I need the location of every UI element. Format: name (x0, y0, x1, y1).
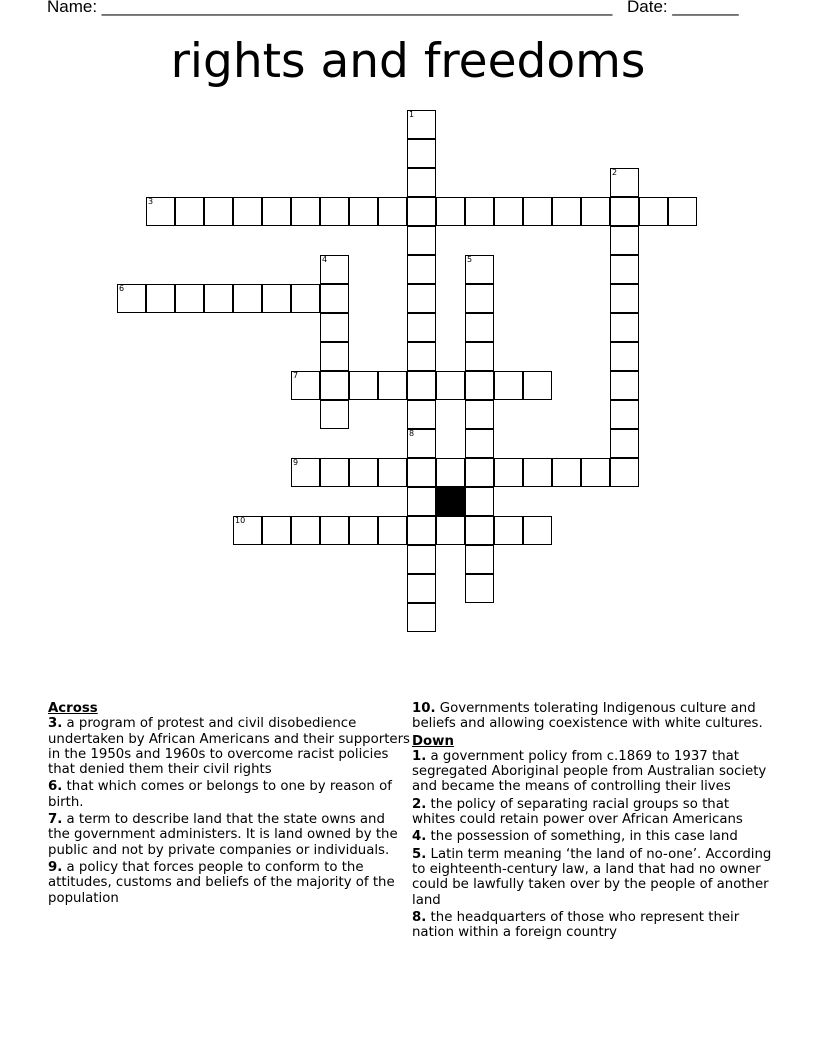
grid-cell[interactable] (436, 458, 465, 487)
grid-cell[interactable] (610, 400, 639, 429)
clue-down-2: 2. the policy of separating racial groups so that whites could retain power over African Americans (412, 796, 743, 828)
grid-number: 3 (148, 197, 154, 206)
grid-cell[interactable] (668, 197, 697, 226)
grid-cell[interactable] (233, 284, 262, 313)
grid-cell[interactable] (291, 284, 320, 313)
grid-cell[interactable] (320, 342, 349, 371)
grid-cell[interactable] (349, 458, 378, 487)
grid-cell[interactable] (465, 284, 494, 313)
grid-cell[interactable] (610, 197, 639, 226)
grid-cell[interactable] (523, 458, 552, 487)
grid-cell[interactable] (610, 226, 639, 255)
grid-cell[interactable] (175, 284, 204, 313)
grid-cell[interactable] (291, 458, 320, 487)
grid-cell[interactable] (610, 313, 639, 342)
grid-cell[interactable] (407, 487, 436, 516)
grid-cell[interactable] (146, 284, 175, 313)
grid-number: 1 (409, 110, 415, 119)
grid-cell[interactable] (262, 197, 291, 226)
grid-cell[interactable] (465, 516, 494, 545)
grid-cell[interactable] (349, 371, 378, 400)
grid-cell[interactable] (407, 226, 436, 255)
grid-number: 6 (119, 284, 125, 293)
grid-cell[interactable] (581, 458, 610, 487)
grid-cell[interactable] (407, 458, 436, 487)
grid-cell[interactable] (320, 284, 349, 313)
grid-cell[interactable] (320, 255, 349, 284)
grid-number: 8 (409, 429, 415, 438)
grid-cell[interactable] (146, 197, 175, 226)
grid-number: 9 (293, 458, 299, 467)
grid-cell[interactable] (610, 429, 639, 458)
clue-across-3: 3. a program of protest and civil disobedience undertaken by African Americans and their supporters in the 1950s and 1960s to overcome racist policies that denied them their civil rights (48, 716, 410, 778)
clue-down-1: 1. a government policy from c.1869 to 1937 that segregated Aboriginal people from Australian society and became the means of controlling their lives (412, 748, 767, 795)
grid-cell[interactable] (262, 516, 291, 545)
grid-cell[interactable] (349, 516, 378, 545)
grid-cell[interactable] (291, 371, 320, 400)
grid-cell[interactable] (436, 197, 465, 226)
grid-cell[interactable] (494, 197, 523, 226)
page-title: rights and freedoms (170, 34, 646, 89)
grid-cell[interactable] (407, 197, 436, 226)
grid-cell[interactable] (610, 371, 639, 400)
grid-cell[interactable] (494, 371, 523, 400)
grid-cell[interactable] (465, 313, 494, 342)
grid-cell[interactable] (320, 516, 349, 545)
grid-cell[interactable] (465, 487, 494, 516)
clue-across-6: 6. that which comes or belongs to one by reason of birth. (48, 779, 392, 810)
grid-cell[interactable] (407, 313, 436, 342)
grid-cell[interactable] (407, 255, 436, 284)
black-square (436, 487, 465, 516)
grid-cell[interactable] (465, 342, 494, 371)
grid-cell[interactable] (378, 371, 407, 400)
grid-cell[interactable] (320, 458, 349, 487)
grid-cell[interactable] (291, 516, 320, 545)
grid-cell[interactable] (407, 603, 436, 632)
grid-cell[interactable] (494, 458, 523, 487)
grid-cell[interactable] (639, 197, 668, 226)
across-heading: Across (48, 701, 98, 716)
clue-across-9: 9. a policy that forces people to conform to the attitudes, customs and beliefs of the majority of the population (48, 859, 395, 906)
grid-cell[interactable] (407, 400, 436, 429)
grid-cell[interactable] (320, 197, 349, 226)
grid-cell[interactable] (204, 197, 233, 226)
name-field-label[interactable]: Name: ______________________________________________________ (47, 0, 613, 16)
date-field-label[interactable]: Date: _______ (627, 0, 739, 16)
grid-cell[interactable] (610, 458, 639, 487)
grid-cell[interactable] (465, 574, 494, 603)
grid-cell[interactable] (523, 516, 552, 545)
grid-number: 4 (322, 255, 328, 264)
grid-cell[interactable] (175, 197, 204, 226)
grid-cell[interactable] (378, 516, 407, 545)
grid-cell[interactable] (465, 197, 494, 226)
grid-cell[interactable] (204, 284, 233, 313)
grid-cell[interactable] (407, 574, 436, 603)
grid-cell[interactable] (407, 110, 436, 139)
down-heading: Down (412, 733, 454, 749)
grid-cell[interactable] (407, 516, 436, 545)
grid-number: 5 (467, 255, 473, 264)
grid-cell[interactable] (465, 371, 494, 400)
grid-cell[interactable] (407, 139, 436, 168)
grid-number: 2 (612, 168, 618, 177)
clue-down-4: 4. the possession of something, in this case land (412, 829, 738, 845)
grid-cell[interactable] (117, 284, 146, 313)
grid-cell[interactable] (378, 458, 407, 487)
grid-cell[interactable] (465, 458, 494, 487)
grid-number: 10 (235, 516, 246, 525)
grid-cell[interactable] (523, 197, 552, 226)
grid-cell[interactable] (436, 516, 465, 545)
grid-cell[interactable] (436, 371, 465, 400)
grid-cell[interactable] (291, 197, 320, 226)
grid-cell[interactable] (610, 284, 639, 313)
clue-down-5: 5. Latin term meaning ‘the land of no-one’. According to eighteenth-century law, a land that had no owner could be lawfully taken over by the people of another land (412, 846, 772, 908)
grid-cell[interactable] (262, 284, 291, 313)
grid-cell[interactable] (233, 516, 262, 545)
grid-cell[interactable] (320, 400, 349, 429)
grid-cell[interactable] (407, 342, 436, 371)
grid-cell[interactable] (320, 313, 349, 342)
grid-cell[interactable] (523, 371, 552, 400)
grid-cell[interactable] (610, 342, 639, 371)
grid-cell[interactable] (349, 197, 378, 226)
grid-cell[interactable] (552, 197, 581, 226)
clue-across-7: 7. a term to describe land that the state owns and the government administers. It is land owned by the public and not by private companies or individuals. (48, 812, 398, 858)
grid-cell[interactable] (407, 371, 436, 400)
grid-number: 7 (293, 371, 299, 380)
grid-cell[interactable] (581, 197, 610, 226)
grid-cell[interactable] (494, 516, 523, 545)
grid-cell[interactable] (378, 197, 407, 226)
grid-cell[interactable] (465, 545, 494, 574)
grid-cell[interactable] (610, 168, 639, 197)
clue-down-8: 8. the headquarters of those who represent their nation within a foreign country (412, 909, 740, 941)
grid-cell[interactable] (407, 284, 436, 313)
across-clues (48, 701, 410, 908)
grid-cell[interactable] (552, 458, 581, 487)
down-clues (412, 701, 774, 942)
grid-cell[interactable] (407, 545, 436, 574)
grid-cell[interactable] (465, 255, 494, 284)
grid-cell[interactable] (320, 371, 349, 400)
grid-cell[interactable] (233, 197, 262, 226)
grid-cell[interactable] (407, 429, 436, 458)
clue-across-10: 10. Governments tolerating Indigenous culture and beliefs and allowing coexistence with white cultures. (412, 701, 763, 732)
grid-cell[interactable] (465, 400, 494, 429)
grid-cell[interactable] (610, 255, 639, 284)
grid-cell[interactable] (407, 168, 436, 197)
grid-cell[interactable] (465, 429, 494, 458)
